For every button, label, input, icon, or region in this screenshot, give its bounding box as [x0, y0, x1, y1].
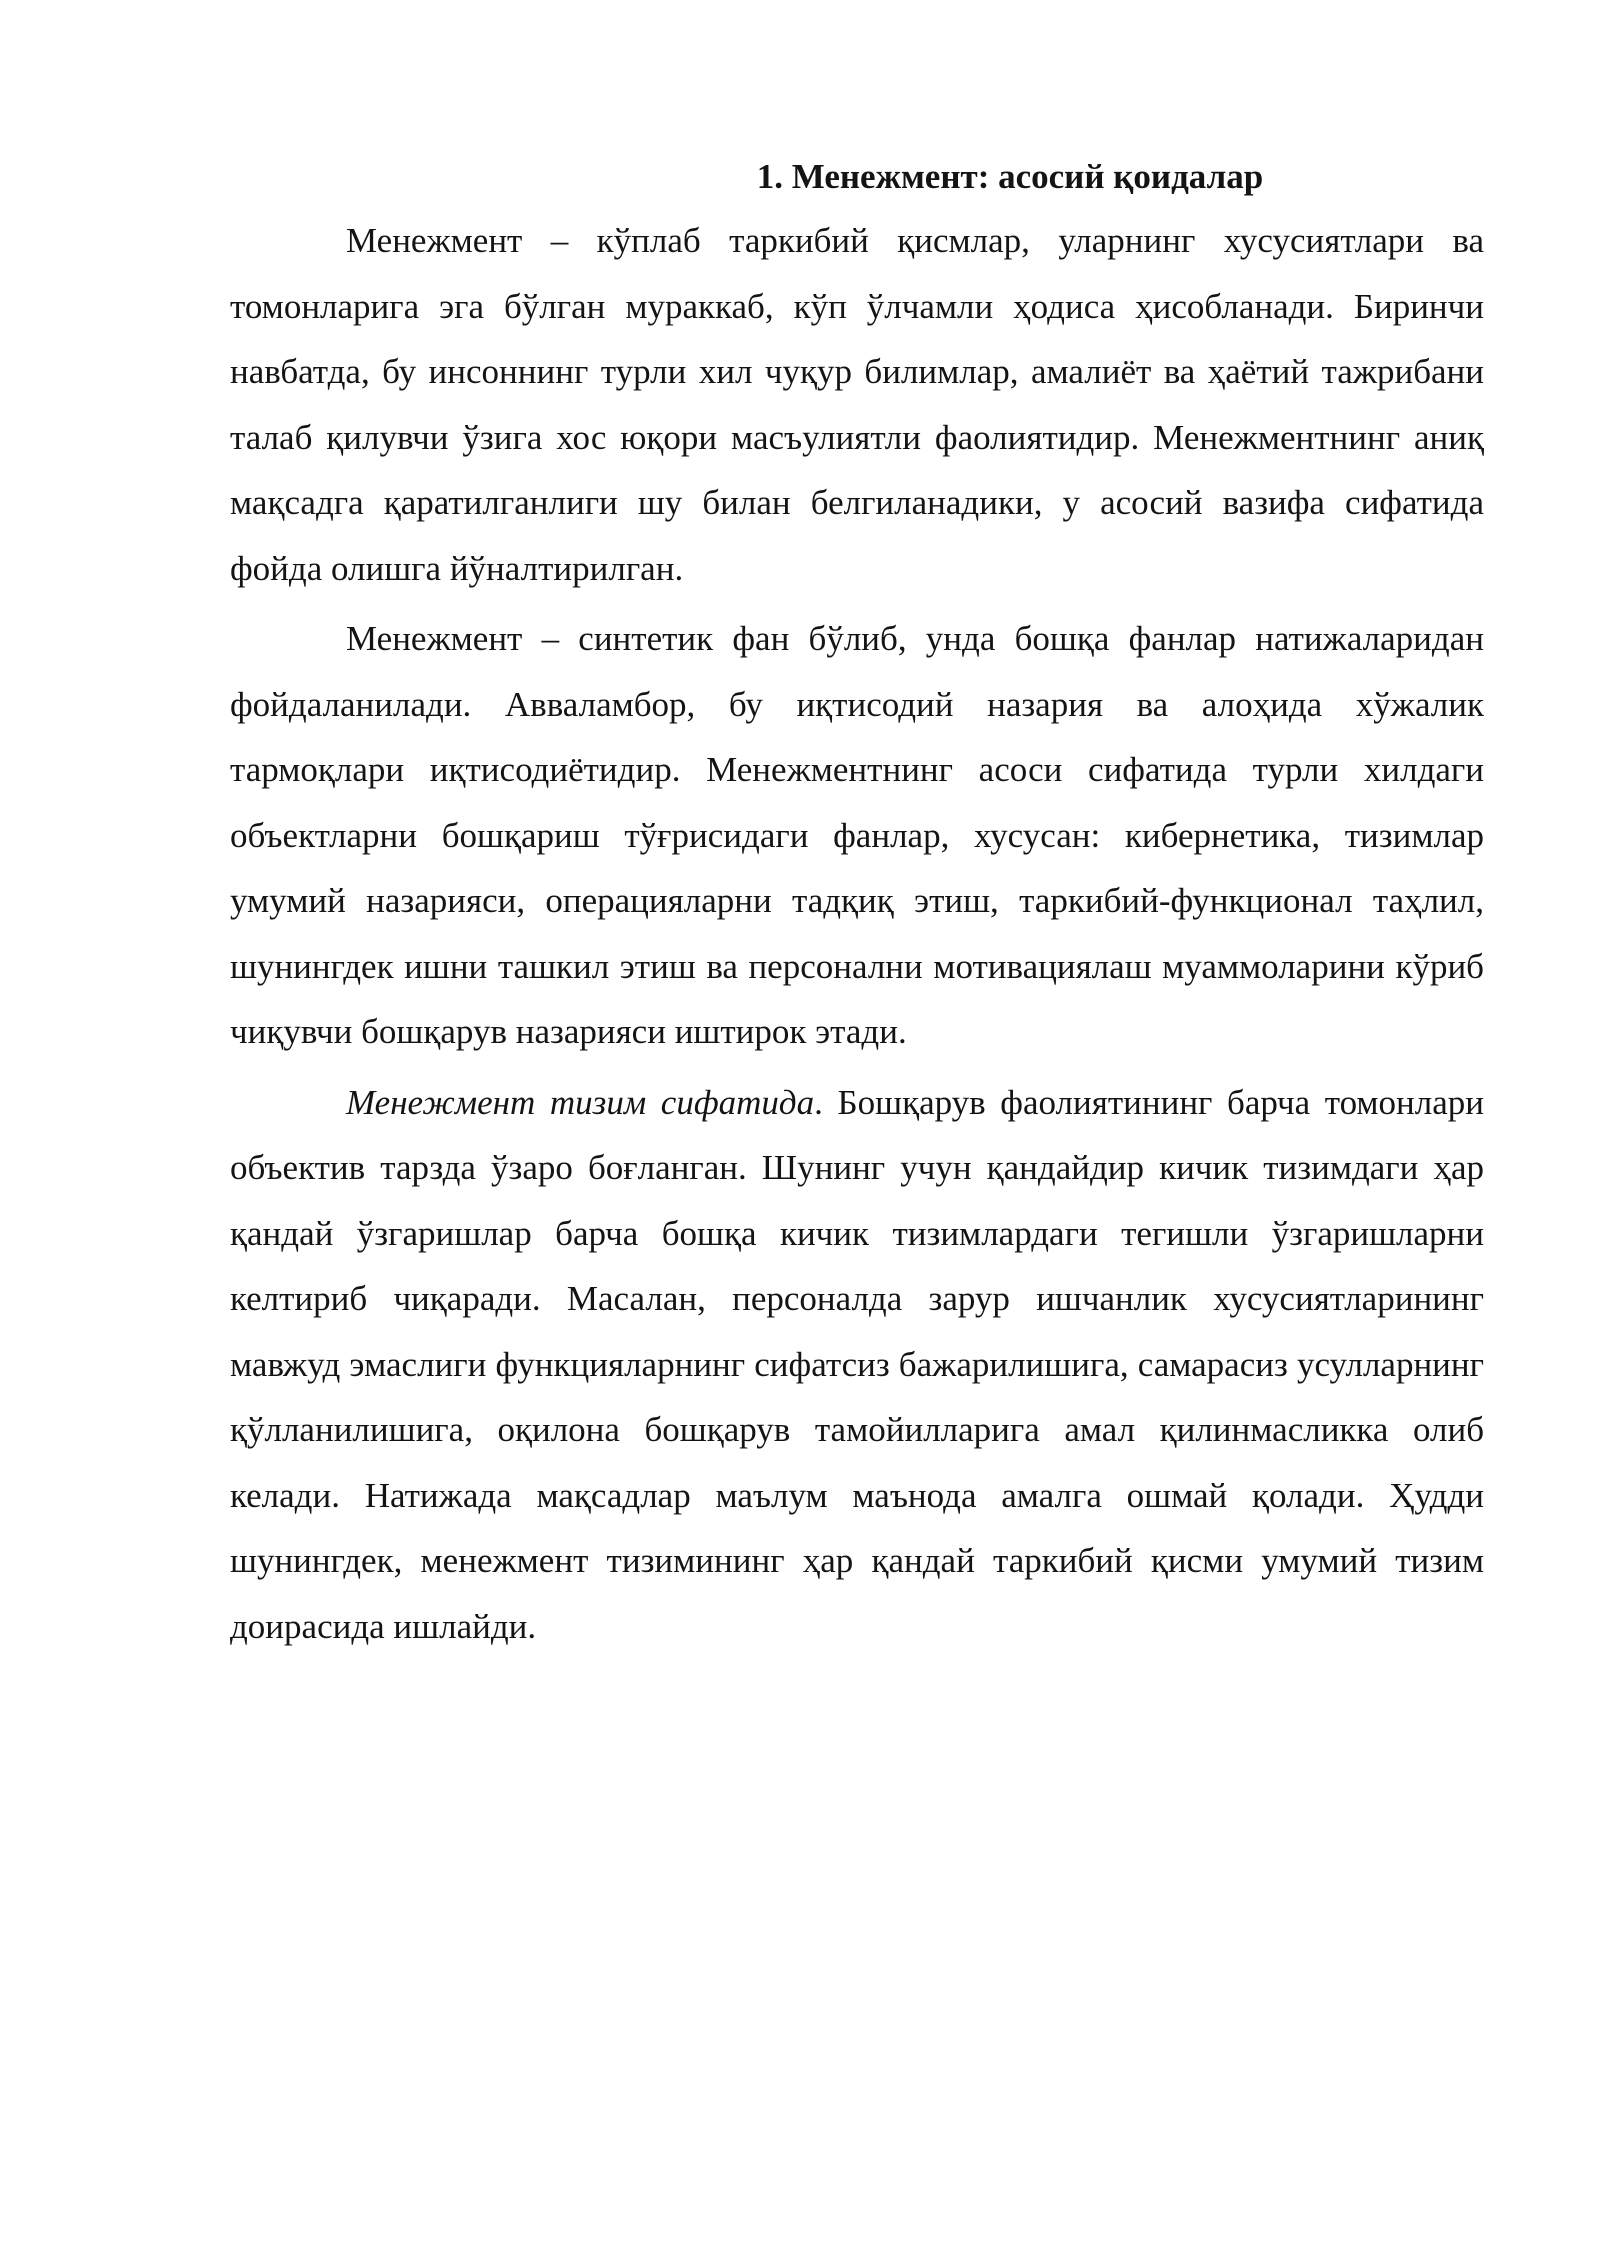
italic-lead-phrase: Менежмент тизим сифатида: [346, 1082, 815, 1122]
section-title: 1. Менежмент: асосий қоидалар: [756, 157, 1264, 196]
document-body: [230, 150, 1484, 1664]
paragraph-management-definition: Менежмент – кўплаб таркибий қисмлар, уларнинг хусусиятлари ва томонларига эга бўлган мураккаб, кўп ўлчамли ҳодиса ҳисобланади. Биринчи навбатда, бу инсоннинг турли хил чуқур билимлар, амалиёт ва ҳаётий тажрибани талаб қилувчи ўзига хос юқори масъулиятли фаолиятидир. Менежментнинг аниқ мақсадга қаратилганлиги шу билан белгиланадики, у асосий вазифа сифатида фойда олишга йўналтирилган.: [230, 221, 1484, 588]
paragraph-management-as-system: [230, 1070, 1484, 1660]
paragraph-system-text: . Бошқарув фаолиятининг барча томонлари объектив тарзда ўзаро боғланган. Шунинг учун қандайдир кичик тизимдаги ҳар қандай ўзгаришлар барча бошқа кичик тизимлардаги тегишли ўзгаришларни келтириб чиқаради. Масалан, персоналда зарур ишчанлик хусусиятларининг мавжуд эмаслиги функцияларнинг сифатсиз бажарилишига, самарасиз усулларнинг қўлланилишига, оқилона бошқарув тамойилларига амал қилинмасликка олиб келади. Натижада мақсадлар маълум маънода амалга ошмай қолади. Ҳудди шунингдек, менежмент тизимининг ҳар қандай таркибий қисми умумий тизим доирасида ишлайди.: [230, 1082, 1485, 1646]
paragraph-synthetic-science: Менежмент – синтетик фан бўлиб, унда бошқа фанлар натижаларидан фойдаланилади. Авваламбор, бу иқтисодий назария ва алоҳида хўжалик тармоқлари иқтисодиётидир. Менежментнинг асоси сифатида турли хилдаги объектларни бошқариш тўғрисидаги фанлар, хусусан: кибернетика, тизимлар умумий назарияси, операцияларни тадқиқ этиш, таркибий-функционал таҳлил, шунингдек ишни ташкил этиш ва персонални мотивациялаш муаммоларини кўриб чиқувчи бошқарув назарияси иштирок этади.: [230, 619, 1484, 1051]
